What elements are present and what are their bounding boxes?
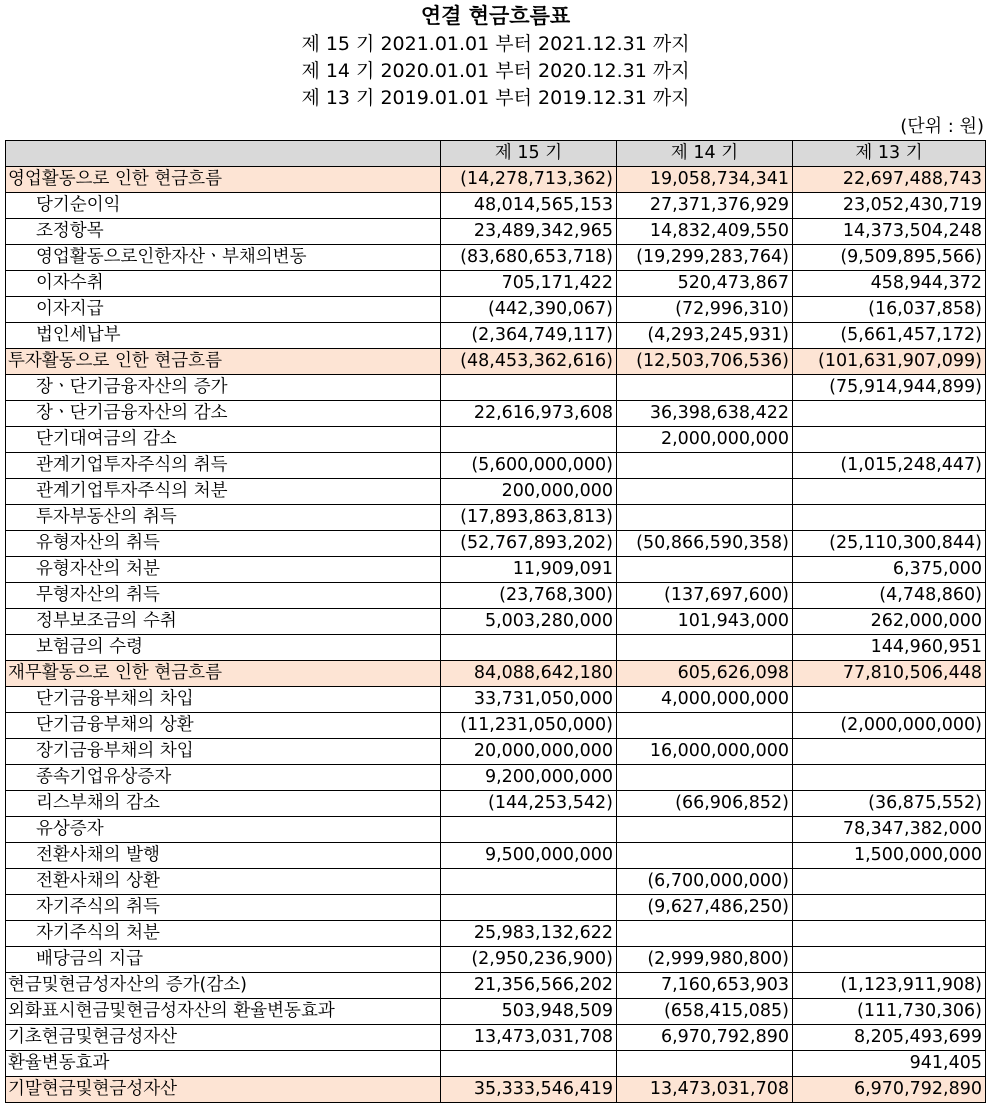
value-period-15: (52,767,893,202) — [441, 531, 617, 557]
header-period-13: 제 13 기 — [793, 141, 986, 167]
row-label: 법인세납부 — [6, 323, 441, 349]
value-period-14: 520,473,867 — [617, 271, 793, 297]
row-label: 당기순이익 — [6, 193, 441, 219]
value-period-14: (12,503,706,536) — [617, 349, 793, 375]
row-label: 자기주식의 취득 — [6, 895, 441, 921]
value-period-13: (25,110,300,844) — [793, 531, 986, 557]
table-row — [6, 453, 986, 479]
table-row — [6, 791, 986, 817]
table-row — [6, 921, 986, 947]
table-row — [6, 765, 986, 791]
value-period-14: (9,627,486,250) — [617, 895, 793, 921]
row-label: 전환사채의 상환 — [6, 869, 441, 895]
period-line-13: 제 13 기 2019.01.01 부터 2019.12.31 까지 — [301, 87, 690, 109]
table-row — [6, 401, 986, 427]
value-period-14 — [617, 479, 793, 505]
value-period-15: (5,600,000,000) — [441, 453, 617, 479]
table-row — [6, 895, 986, 921]
value-period-13 — [793, 869, 986, 895]
value-period-15: 33,731,050,000 — [441, 687, 617, 713]
table-header-row — [6, 141, 986, 167]
value-period-15: (23,768,300) — [441, 583, 617, 609]
table-row — [6, 869, 986, 895]
table-row — [6, 1025, 986, 1051]
value-period-15: (17,893,863,813) — [441, 505, 617, 531]
value-period-13: 262,000,000 — [793, 609, 986, 635]
value-period-14 — [617, 713, 793, 739]
value-period-13: 14,373,504,248 — [793, 219, 986, 245]
value-period-13 — [793, 947, 986, 973]
value-period-13: 144,960,951 — [793, 635, 986, 661]
value-period-15: 23,489,342,965 — [441, 219, 617, 245]
value-period-13 — [793, 505, 986, 531]
value-period-14: (658,415,085) — [617, 999, 793, 1025]
table-body — [6, 167, 986, 1103]
table-row — [6, 557, 986, 583]
row-label: 단기금융부채의 상환 — [6, 713, 441, 739]
row-label: 자기주식의 처분 — [6, 921, 441, 947]
row-label: 기말현금및현금성자산 — [6, 1077, 441, 1103]
value-period-13 — [793, 427, 986, 453]
value-period-15: (144,253,542) — [441, 791, 617, 817]
value-period-15: 9,200,000,000 — [441, 765, 617, 791]
value-period-13 — [793, 921, 986, 947]
row-label: 투자부동산의 취득 — [6, 505, 441, 531]
value-period-14 — [617, 817, 793, 843]
unit-label: (단위 : 원) — [900, 116, 984, 137]
row-label: 종속기업유상증자 — [6, 765, 441, 791]
table-row — [6, 1077, 986, 1103]
table-row — [6, 505, 986, 531]
value-period-13: 6,375,000 — [793, 557, 986, 583]
row-label: 배당금의 지급 — [6, 947, 441, 973]
table-row — [6, 167, 986, 193]
value-period-13: (16,037,858) — [793, 297, 986, 323]
value-period-15: (48,453,362,616) — [441, 349, 617, 375]
value-period-14 — [617, 921, 793, 947]
value-period-13 — [793, 895, 986, 921]
value-period-13: 1,500,000,000 — [793, 843, 986, 869]
value-period-13: 78,347,382,000 — [793, 817, 986, 843]
row-label: 단기대여금의 감소 — [6, 427, 441, 453]
value-period-14: 4,000,000,000 — [617, 687, 793, 713]
row-label: 전환사채의 발행 — [6, 843, 441, 869]
value-period-13: 22,697,488,743 — [793, 167, 986, 193]
value-period-15: 11,909,091 — [441, 557, 617, 583]
period-line-14: 제 14 기 2020.01.01 부터 2020.12.31 까지 — [301, 60, 690, 82]
value-period-15: (2,364,749,117) — [441, 323, 617, 349]
value-period-15: 20,000,000,000 — [441, 739, 617, 765]
value-period-13: (1,123,911,908) — [793, 973, 986, 999]
period-line-15: 제 15 기 2021.01.01 부터 2021.12.31 까지 — [301, 33, 690, 55]
value-period-13: (101,631,907,099) — [793, 349, 986, 375]
value-period-15: 503,948,509 — [441, 999, 617, 1025]
value-period-13: (9,509,895,566) — [793, 245, 986, 271]
row-label: 유형자산의 처분 — [6, 557, 441, 583]
table-row — [6, 531, 986, 557]
table-row — [6, 947, 986, 973]
table-row — [6, 843, 986, 869]
table-row — [6, 583, 986, 609]
value-period-14: 19,058,734,341 — [617, 167, 793, 193]
table-row — [6, 219, 986, 245]
value-period-15: 705,171,422 — [441, 271, 617, 297]
value-period-14: 101,943,000 — [617, 609, 793, 635]
header-label-col — [6, 141, 441, 167]
value-period-14 — [617, 635, 793, 661]
value-period-14: 6,970,792,890 — [617, 1025, 793, 1051]
table-row — [6, 297, 986, 323]
value-period-15: (11,231,050,000) — [441, 713, 617, 739]
table-row — [6, 999, 986, 1025]
value-period-14: (19,299,283,764) — [617, 245, 793, 271]
value-period-14: 27,371,376,929 — [617, 193, 793, 219]
row-label: 환율변동효과 — [6, 1051, 441, 1077]
value-period-13: 6,970,792,890 — [793, 1077, 986, 1103]
value-period-15: 200,000,000 — [441, 479, 617, 505]
value-period-14 — [617, 375, 793, 401]
row-label: 재무활동으로 인한 현금흐름 — [6, 661, 441, 687]
value-period-14 — [617, 843, 793, 869]
value-period-15 — [441, 869, 617, 895]
value-period-13: 8,205,493,699 — [793, 1025, 986, 1051]
row-label: 정부보조금의 수취 — [6, 609, 441, 635]
value-period-13: 23,052,430,719 — [793, 193, 986, 219]
row-label: 관계기업투자주식의 취득 — [6, 453, 441, 479]
table-row — [6, 349, 986, 375]
table-row — [6, 1051, 986, 1077]
value-period-15: 13,473,031,708 — [441, 1025, 617, 1051]
value-period-14: (72,996,310) — [617, 297, 793, 323]
value-period-15: (442,390,067) — [441, 297, 617, 323]
table-row — [6, 635, 986, 661]
row-label: 조정항목 — [6, 219, 441, 245]
value-period-14 — [617, 453, 793, 479]
row-label: 투자활동으로 인한 현금흐름 — [6, 349, 441, 375]
value-period-15: (14,278,713,362) — [441, 167, 617, 193]
value-period-15 — [441, 375, 617, 401]
value-period-14: (6,700,000,000) — [617, 869, 793, 895]
value-period-13: 458,944,372 — [793, 271, 986, 297]
row-label: 기초현금및현금성자산 — [6, 1025, 441, 1051]
row-label: 이자지급 — [6, 297, 441, 323]
value-period-14: 36,398,638,422 — [617, 401, 793, 427]
value-period-15: 25,983,132,622 — [441, 921, 617, 947]
value-period-15: 35,333,546,419 — [441, 1077, 617, 1103]
value-period-15: 5,003,280,000 — [441, 609, 617, 635]
row-label: 영업활동으로인한자산ㆍ부채의변동 — [6, 245, 441, 271]
table-row — [6, 739, 986, 765]
table-row — [6, 193, 986, 219]
table-row — [6, 609, 986, 635]
value-period-13: (4,748,860) — [793, 583, 986, 609]
table-row — [6, 713, 986, 739]
row-label: 현금및현금성자산의 증가(감소) — [6, 973, 441, 999]
table-row — [6, 375, 986, 401]
value-period-13 — [793, 765, 986, 791]
table-row — [6, 245, 986, 271]
value-period-14 — [617, 505, 793, 531]
row-label: 외화표시현금및현금성자산의 환율변동효과 — [6, 999, 441, 1025]
value-period-14: 7,160,653,903 — [617, 973, 793, 999]
value-period-15: (83,680,653,718) — [441, 245, 617, 271]
value-period-15 — [441, 895, 617, 921]
value-period-15 — [441, 635, 617, 661]
value-period-14: (4,293,245,931) — [617, 323, 793, 349]
value-period-14 — [617, 557, 793, 583]
value-period-14: 14,832,409,550 — [617, 219, 793, 245]
value-period-14: (2,999,980,800) — [617, 947, 793, 973]
value-period-15 — [441, 427, 617, 453]
value-period-15: 21,356,566,202 — [441, 973, 617, 999]
row-label: 영업활동으로 인한 현금흐름 — [6, 167, 441, 193]
statement-title: 연결 현금흐름표 — [420, 4, 571, 28]
value-period-13: (2,000,000,000) — [793, 713, 986, 739]
table-row — [6, 973, 986, 999]
value-period-13 — [793, 687, 986, 713]
value-period-13: (75,914,944,899) — [793, 375, 986, 401]
table-row — [6, 323, 986, 349]
table-row — [6, 661, 986, 687]
table-row — [6, 687, 986, 713]
value-period-13: (111,730,306) — [793, 999, 986, 1025]
row-label: 관계기업투자주식의 처분 — [6, 479, 441, 505]
row-label: 리스부채의 감소 — [6, 791, 441, 817]
value-period-14: 2,000,000,000 — [617, 427, 793, 453]
value-period-14 — [617, 765, 793, 791]
table-row — [6, 817, 986, 843]
cash-flow-table — [5, 140, 986, 1103]
row-label: 장ㆍ단기금융자산의 감소 — [6, 401, 441, 427]
header-period-14: 제 14 기 — [617, 141, 793, 167]
row-label: 유형자산의 취득 — [6, 531, 441, 557]
value-period-13 — [793, 479, 986, 505]
value-period-14: 16,000,000,000 — [617, 739, 793, 765]
value-period-15: 48,014,565,153 — [441, 193, 617, 219]
value-period-14: 605,626,098 — [617, 661, 793, 687]
value-period-15 — [441, 817, 617, 843]
value-period-14: (137,697,600) — [617, 583, 793, 609]
value-period-14 — [617, 1051, 793, 1077]
value-period-13: 941,405 — [793, 1051, 986, 1077]
value-period-14: (66,906,852) — [617, 791, 793, 817]
value-period-15: (2,950,236,900) — [441, 947, 617, 973]
value-period-14: 13,473,031,708 — [617, 1077, 793, 1103]
value-period-15: 9,500,000,000 — [441, 843, 617, 869]
row-label: 장ㆍ단기금융자산의 증가 — [6, 375, 441, 401]
value-period-13: 77,810,506,448 — [793, 661, 986, 687]
value-period-14: (50,866,590,358) — [617, 531, 793, 557]
value-period-15: 84,088,642,180 — [441, 661, 617, 687]
row-label: 단기금융부채의 차입 — [6, 687, 441, 713]
row-label: 유상증자 — [6, 817, 441, 843]
value-period-13: (1,015,248,447) — [793, 453, 986, 479]
value-period-13 — [793, 401, 986, 427]
value-period-15 — [441, 1051, 617, 1077]
value-period-13 — [793, 739, 986, 765]
table-row — [6, 479, 986, 505]
table-row — [6, 271, 986, 297]
value-period-13: (5,661,457,172) — [793, 323, 986, 349]
row-label: 무형자산의 취득 — [6, 583, 441, 609]
table-row — [6, 427, 986, 453]
row-label: 장기금융부채의 차입 — [6, 739, 441, 765]
value-period-15: 22,616,973,608 — [441, 401, 617, 427]
row-label: 보험금의 수령 — [6, 635, 441, 661]
value-period-13: (36,875,552) — [793, 791, 986, 817]
row-label: 이자수취 — [6, 271, 441, 297]
header-period-15: 제 15 기 — [441, 141, 617, 167]
